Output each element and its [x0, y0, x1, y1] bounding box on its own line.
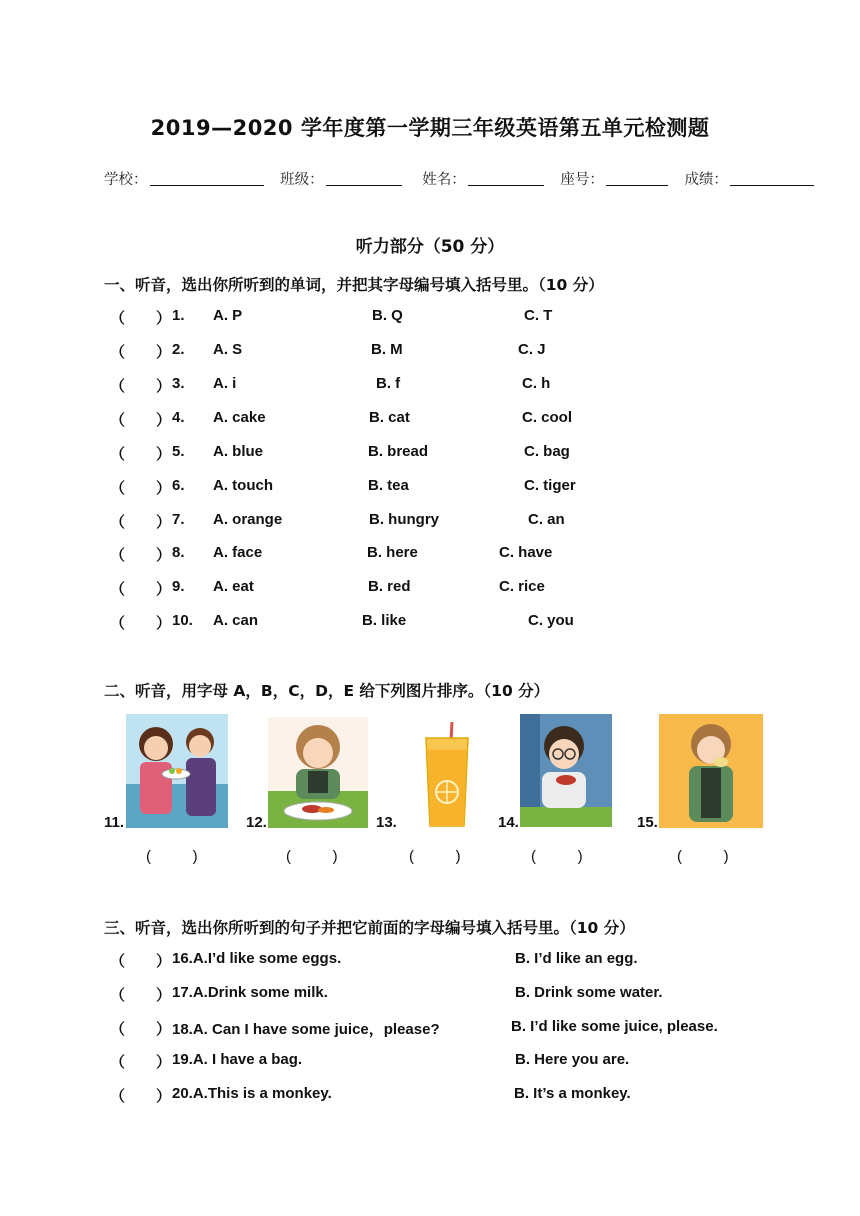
question-number: 3. — [172, 375, 185, 392]
school-blank[interactable] — [150, 171, 264, 186]
question-number: 2. — [172, 341, 185, 358]
answer-paren-close: ） — [156, 344, 172, 361]
answer-paren-close: ） — [156, 1088, 172, 1105]
seat-blank[interactable] — [606, 171, 668, 186]
sentence-option-b[interactable]: B. Drink some water. — [515, 984, 663, 1001]
sentence-option-b[interactable]: B. It’s a monkey. — [514, 1085, 631, 1102]
option-a[interactable]: A. face — [213, 544, 263, 561]
option-b[interactable]: B. bread — [368, 443, 429, 460]
option-c[interactable]: C. have — [499, 544, 553, 561]
option-a[interactable]: A. touch — [213, 477, 273, 494]
section1-heading: 一、听音，选出你所听到的单词，并把其字母编号填入括号里。（10 分） — [104, 276, 604, 294]
option-c[interactable]: C. J — [518, 341, 546, 358]
option-b[interactable]: B. M — [371, 341, 403, 358]
name-blank[interactable] — [468, 171, 544, 186]
answer-paren-close: ） — [156, 514, 172, 531]
listening-part-title: 听力部分（50 分） — [355, 237, 505, 257]
answer-paren-open[interactable]: （ — [110, 1021, 126, 1038]
option-c[interactable]: C. you — [528, 612, 574, 629]
option-b[interactable]: B. like — [362, 612, 407, 629]
document-title: 2019—2020 学年度第一学期三年级英语第五单元检测题 — [150, 116, 710, 140]
answer-paren-open[interactable]: （ — [110, 514, 126, 531]
option-c[interactable]: C. T — [524, 307, 553, 324]
answer-paren-open[interactable]: （ — [110, 310, 126, 327]
picture-14-answer[interactable]: ( ) — [531, 848, 583, 865]
answer-paren-open[interactable]: （ — [110, 446, 126, 463]
sentence-option-a[interactable]: 18.A. Can I have some juice，please? — [172, 1021, 440, 1038]
sentence-option-a[interactable]: 20.A.This is a monkey. — [172, 1085, 332, 1102]
option-a[interactable]: A. orange — [213, 511, 283, 528]
answer-paren-open[interactable]: （ — [110, 378, 126, 395]
answer-paren-close: ） — [156, 581, 172, 598]
option-c[interactable]: C. an — [528, 511, 565, 528]
picture-15-number: 15. — [637, 814, 658, 831]
answer-paren-close: ） — [156, 310, 172, 327]
answer-paren-open[interactable]: （ — [110, 412, 126, 429]
option-c[interactable]: C. h — [522, 375, 551, 392]
option-b[interactable]: B. red — [368, 578, 411, 595]
answer-paren-close: ） — [156, 987, 172, 1004]
sentence-option-a[interactable]: 17.A.Drink some milk. — [172, 984, 328, 1001]
question-number: 6. — [172, 477, 185, 494]
question-number: 10. — [172, 612, 193, 629]
answer-paren-close: ） — [156, 412, 172, 429]
answer-paren-close: ） — [156, 953, 172, 970]
picture-13-answer[interactable]: ( ) — [409, 848, 461, 865]
answer-paren-close: ） — [156, 1054, 172, 1071]
class-label: 班级： — [280, 172, 324, 188]
answer-paren-open[interactable]: （ — [110, 581, 126, 598]
answer-paren-open[interactable]: （ — [110, 547, 126, 564]
answer-paren-open[interactable]: （ — [110, 987, 126, 1004]
option-b[interactable]: B. cat — [369, 409, 410, 426]
option-a[interactable]: A. eat — [213, 578, 254, 595]
option-a[interactable]: A. blue — [213, 443, 264, 460]
picture-11-children-sharing-food — [126, 714, 228, 828]
sentence-option-a[interactable]: 16.A.I’d like some eggs. — [172, 950, 342, 967]
option-a[interactable]: A. S — [213, 341, 243, 358]
answer-paren-close: ） — [156, 480, 172, 497]
school-field — [104, 168, 264, 189]
seat-field — [560, 168, 668, 189]
picture-13-number: 13. — [376, 814, 397, 831]
question-number: 5. — [172, 443, 185, 460]
picture-14-number: 14. — [498, 814, 519, 831]
option-c[interactable]: C. bag — [524, 443, 570, 460]
option-a[interactable]: A. P — [213, 307, 243, 324]
answer-paren-open[interactable]: （ — [110, 344, 126, 361]
picture-11-answer[interactable]: ( ) — [146, 848, 198, 865]
answer-paren-open[interactable]: （ — [110, 1088, 126, 1105]
name-field — [422, 168, 544, 189]
question-number: 8. — [172, 544, 185, 561]
answer-paren-close: ） — [156, 547, 172, 564]
question-number: 7. — [172, 511, 185, 528]
score-label: 成绩： — [684, 172, 728, 188]
option-c[interactable]: C. cool — [522, 409, 573, 426]
picture-15-answer[interactable]: ( ) — [677, 848, 729, 865]
school-label: 学校： — [104, 172, 148, 188]
option-a[interactable]: A. i — [213, 375, 237, 392]
sentence-option-b[interactable]: B. Here you are. — [515, 1051, 630, 1068]
sentence-option-b[interactable]: B. I’d like an egg. — [515, 950, 638, 967]
picture-12-number: 12. — [246, 814, 267, 831]
answer-paren-close: ） — [156, 378, 172, 395]
option-b[interactable]: B. Q — [372, 307, 403, 324]
option-b[interactable]: B. hungry — [369, 511, 439, 528]
option-b[interactable]: B. f — [376, 375, 401, 392]
question-number: 4. — [172, 409, 185, 426]
answer-paren-open[interactable]: （ — [110, 953, 126, 970]
score-blank[interactable] — [730, 171, 814, 186]
student-info-line — [104, 168, 814, 189]
picture-15-girl-eating-bread — [659, 714, 763, 828]
sentence-option-a[interactable]: 19.A. I have a bag. — [172, 1051, 303, 1068]
option-a[interactable]: A. can — [213, 612, 259, 629]
option-c[interactable]: C. rice — [499, 578, 545, 595]
answer-paren-open[interactable]: （ — [110, 1054, 126, 1071]
answer-paren-close: ） — [156, 615, 172, 632]
score-field — [684, 168, 814, 189]
class-field — [280, 168, 402, 189]
answer-paren-open[interactable]: （ — [110, 615, 126, 632]
option-a[interactable]: A. cake — [213, 409, 266, 426]
answer-paren-close: ） — [156, 446, 172, 463]
answer-paren-open[interactable]: （ — [110, 480, 126, 497]
picture-13-orange-juice — [420, 720, 474, 830]
section3-heading: 三、听音，选出你所听到的句子并把它前面的字母编号填入括号里。（10 分） — [104, 919, 635, 937]
picture-12-girl-with-food-plate — [268, 717, 368, 828]
seat-label: 座号： — [560, 172, 604, 188]
picture-12-answer[interactable]: ( ) — [286, 848, 338, 865]
option-b[interactable]: B. tea — [368, 477, 409, 494]
section2-heading: 二、听音，用字母 A，B，C，D，E 给下列图片排序。（10 分） — [104, 682, 550, 700]
picture-11-number: 11. — [104, 814, 125, 831]
picture-14-boy-eating — [520, 714, 612, 827]
question-number: 1. — [172, 307, 185, 324]
question-number: 9. — [172, 578, 185, 595]
name-label: 姓名： — [422, 172, 466, 188]
class-blank[interactable] — [326, 171, 402, 186]
answer-paren-close: ） — [156, 1021, 172, 1038]
option-c[interactable]: C. tiger — [524, 477, 576, 494]
sentence-option-b[interactable]: B. I’d like some juice, please. — [511, 1018, 718, 1035]
option-b[interactable]: B. here — [367, 544, 418, 561]
